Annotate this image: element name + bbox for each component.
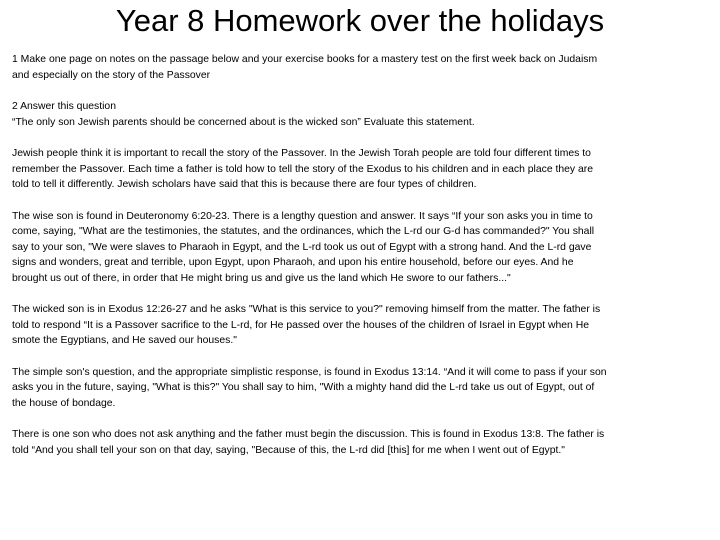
task-2-question: “The only son Jewish parents should be concerned about is the wicked son” Evaluate this statement. bbox=[12, 116, 475, 128]
text-line: signs and wonders, great and terrible, upon Egypt, upon Pharaoh, and upon his entire household, before our eyes. And he bbox=[12, 257, 574, 268]
task-2-instruction bbox=[12, 99, 712, 130]
text-line: remember the Passover. Each time a father is told how to tell the story of the Exodus to his children and in each place they are bbox=[12, 163, 594, 175]
text-line: The simple son's question, and the appropriate simplistic response, is found in Exodus 13:14. “And it will come to pass if your son bbox=[12, 366, 607, 378]
passage-intro-paragraph bbox=[12, 146, 712, 193]
text-line: brought us out of there, in order that He might bring us and give us the land which He swore to our fathers..." bbox=[12, 272, 511, 284]
text-line: smote the Egyptians, and He saved our houses." bbox=[12, 335, 237, 346]
page-title: Year 8 Homework over the holidays bbox=[115, 3, 605, 38]
task-2-heading: 2 Answer this question bbox=[12, 101, 116, 112]
simple-son-paragraph bbox=[12, 365, 712, 412]
text-line: say to your son, "We were slaves to Pharaoh in Egypt, and the L-rd took us out of Egypt with a strong hand. And the L-rd gave bbox=[12, 241, 592, 253]
silent-son-paragraph bbox=[12, 427, 712, 458]
slide-body bbox=[12, 52, 712, 458]
wise-son-paragraph bbox=[12, 209, 712, 287]
text-line: come, saying, "What are the testimonies, the statutes, and the ordinances, which the L-rd our G‑d has commanded?" You shall bbox=[12, 226, 595, 237]
text-line: The wise son is found in Deuteronomy 6:20-23. There is a lengthy question and answer. It says “If your son asks you in time to bbox=[12, 210, 593, 222]
text-line: 1 Make one page on notes on the passage below and your exercise books for a mastery test on the first week back on Judaism bbox=[12, 54, 598, 65]
text-line: asks you in the future, saying, "What is this?" You shall say to him, "With a mighty hand did the L-rd take us out of Egypt, out of bbox=[12, 382, 595, 393]
text-line: Jewish people think it is important to recall the story of the Passover. In the Jewish Torah people are told four different times to bbox=[12, 148, 591, 159]
text-line: told “And you shall tell your son on that day, saying, "Because of this, the L-rd did [this] for me when I went out of Egypt." bbox=[12, 444, 565, 456]
text-line: The wicked son is in Exodus 12:26-27 and he asks "What is this service to you?" removing himself from the matter. The father is bbox=[12, 304, 601, 315]
text-line: told to respond “It is a Passover sacrifice to the L-rd, for He passed over the houses of the children of Israel in Egypt when He bbox=[12, 319, 589, 331]
text-line: the house of bondage. bbox=[12, 397, 116, 409]
text-line: There is one son who does not ask anything and the father must begin the discussion. This is found in Exodus 13:8. The father is bbox=[12, 429, 605, 440]
text-line: told to tell it differently. Jewish scholars have said that this is because there are four types of children. bbox=[12, 179, 477, 190]
wicked-son-paragraph bbox=[12, 302, 712, 349]
task-1-instruction bbox=[12, 52, 712, 83]
text-line: and especially on the story of the Passover bbox=[12, 69, 211, 81]
